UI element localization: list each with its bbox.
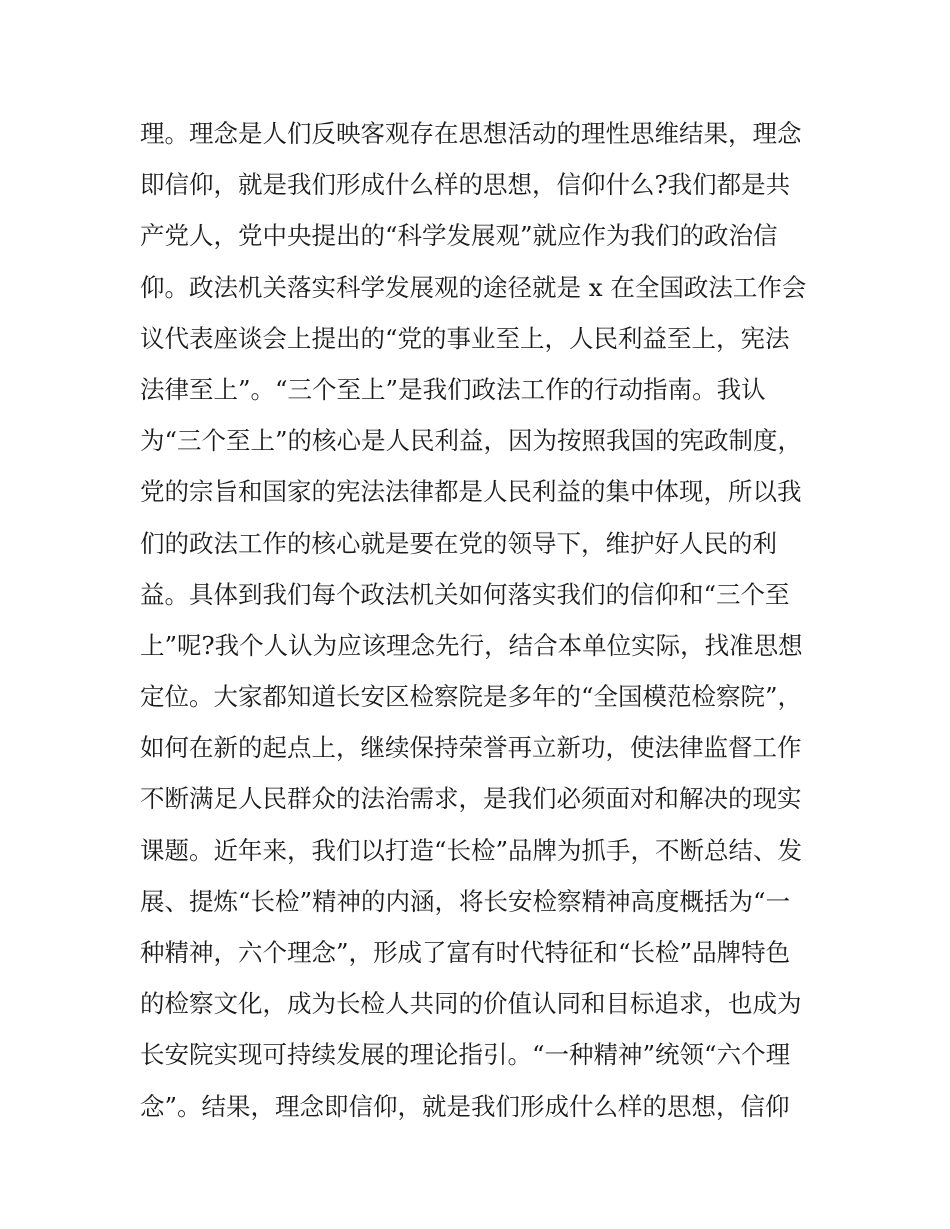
- text-line: 议代表座谈会上提出的“党的事业至上，人民利益至上，宪法: [140, 323, 790, 353]
- text-line: 为“三个至上”的核心是人民利益，因为按照我国的宪政制度，: [140, 426, 803, 456]
- text-line: 展、提炼“长检”精神的内涵，将长安检察精神高度概括为“一: [140, 886, 791, 916]
- text-line: 产党人，党中央提出的“科学发展观”就应作为我们的政治信: [140, 221, 778, 251]
- text-line: 如何在新的起点上，继续保持荣誉再立新功，使法律监督工作: [140, 733, 802, 763]
- text-line: 课题。近年来，我们以打造“长检”品牌为抓手，不断总结、发: [140, 835, 803, 865]
- text-line: 不断满足人民群众的法治需求，是我们必须面对和解决的现实: [140, 784, 802, 814]
- text-line: 仰。政法机关落实科学发展观的途径就是 x 在全国政法工作会: [140, 272, 807, 302]
- text-line: 长安院实现可持续发展的理论指引。“一种精神”统领“六个理: [140, 1040, 791, 1070]
- text-line: 党的宗旨和国家的宪法法律都是人民利益的集中体现，所以我: [140, 477, 802, 507]
- text-line: 定位。大家都知道长安区检察院是多年的“全国模范检察院”，: [140, 682, 803, 712]
- text-line: 上”呢?我个人认为应该理念先行，结合本单位实际，找准思想: [140, 630, 803, 660]
- text-line: 的检察文化，成为长检人共同的价值认同和目标追求，也成为: [140, 989, 802, 1019]
- body-paragraph: [140, 108, 820, 1132]
- text-line: 念”。结果，理念即信仰，就是我们形成什么样的思想，信仰: [140, 1091, 790, 1121]
- text-line: 理。理念是人们反映客观存在思想活动的理性思维结果，理念: [140, 119, 802, 148]
- text-line: 益。具体到我们每个政法机关如何落实我们的信仰和“三个至: [140, 579, 790, 609]
- text-line: 种精神，六个理念”，形成了富有时代特征和“长检”品牌特色: [140, 938, 791, 967]
- text-line: 即信仰，就是我们形成什么样的思想，信仰什么?我们都是共: [140, 170, 791, 200]
- text-line: 法律至上”。“三个至上”是我们政法工作的行动指南。我认: [140, 374, 766, 404]
- text-line: 们的政法工作的核心就是要在党的领导下，维护好人民的利: [140, 528, 777, 558]
